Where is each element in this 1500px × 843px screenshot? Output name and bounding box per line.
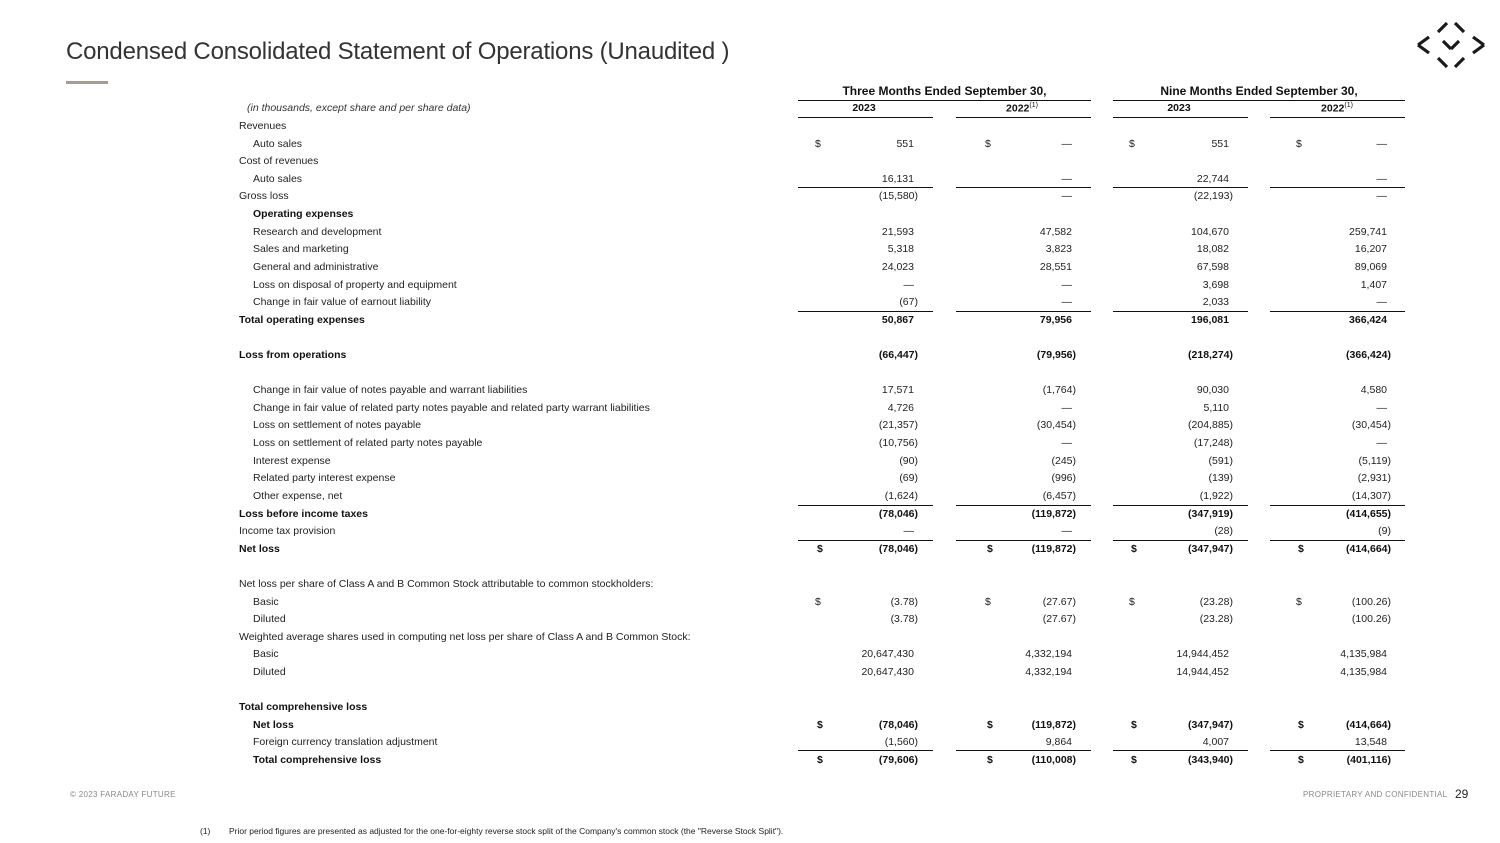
cell-value: 16,131 [881, 173, 914, 185]
currency-symbol: $ [1296, 596, 1302, 608]
cell-value: 20,647,430 [861, 648, 914, 660]
total-underline [1270, 311, 1405, 312]
total-underline [1113, 187, 1248, 188]
cell-value: (110,008) [1031, 754, 1076, 766]
currency-symbol: $ [1131, 719, 1137, 731]
cell-value: (3.78) [890, 613, 918, 625]
cell-value: — [1061, 138, 1072, 150]
cell-value: 90,030 [1196, 384, 1229, 396]
table-row [0, 472, 1500, 490]
cell-value: 89,069 [1354, 261, 1387, 273]
row-label: Revenues [239, 120, 287, 132]
row-label: Auto sales [253, 138, 303, 150]
row-label: Sales and marketing [253, 243, 349, 255]
cell-value: 24,023 [881, 261, 914, 273]
cell-value: (119,872) [1031, 719, 1076, 731]
cell-value: (1,922) [1199, 490, 1233, 502]
page-title: Condensed Consolidated Statement of Operations (Unaudited ) [66, 38, 730, 65]
subheader-rule [1113, 117, 1248, 118]
row-label: Auto sales [253, 173, 303, 185]
cell-value: (204,885) [1188, 419, 1233, 431]
currency-symbol: $ [987, 719, 993, 731]
cell-value: (245) [1051, 455, 1076, 467]
table-row [0, 419, 1500, 437]
cell-value: (1,560) [884, 736, 918, 748]
cell-value: (17,248) [1193, 437, 1233, 449]
cell-value: 16,207 [1354, 243, 1387, 255]
total-underline [1270, 505, 1405, 506]
currency-symbol: $ [817, 754, 823, 766]
table-row [0, 736, 1500, 754]
total-underline [798, 750, 933, 751]
table-row [0, 190, 1500, 208]
cell-value: 196,081 [1191, 314, 1229, 326]
row-label: Diluted [253, 613, 286, 625]
title-underline [66, 81, 108, 84]
cell-value: 18,082 [1196, 243, 1229, 255]
cell-value: (28) [1214, 525, 1233, 537]
cell-value: 22,744 [1196, 173, 1229, 185]
cell-value: 2,033 [1202, 296, 1229, 308]
cell-value: 259,741 [1349, 226, 1387, 238]
total-underline [956, 540, 1091, 541]
table-row [0, 120, 1500, 138]
cell-value: (347,947) [1188, 543, 1233, 555]
cell-value: 104,670 [1191, 226, 1229, 238]
row-label: Total operating expenses [239, 314, 365, 326]
cell-value: 4,580 [1360, 384, 1387, 396]
row-label: Change in fair value of related party notes payable and related party warrant liabilities [253, 402, 650, 414]
currency-symbol: $ [1296, 138, 1302, 150]
cell-value: — [1376, 173, 1387, 185]
currency-symbol: $ [817, 719, 823, 731]
table-row [0, 261, 1500, 279]
cell-value: 4,135,984 [1340, 666, 1387, 678]
cell-value: (69) [899, 472, 918, 484]
total-underline [1113, 505, 1248, 506]
cell-value: (414,664) [1346, 543, 1391, 555]
total-underline [1113, 311, 1248, 312]
cell-value: (3.78) [890, 596, 918, 608]
currency-symbol: $ [985, 138, 991, 150]
cell-value: (414,655) [1346, 508, 1391, 520]
currency-symbol: $ [815, 596, 821, 608]
cell-value: (347,919) [1188, 508, 1233, 520]
cell-value: (30,454) [1036, 419, 1076, 431]
table-row [0, 631, 1500, 649]
currency-symbol: $ [1131, 543, 1137, 555]
row-label: Interest expense [253, 455, 331, 467]
table-row [0, 543, 1500, 561]
table-row [0, 455, 1500, 473]
table-row [0, 578, 1500, 596]
cell-value: 4,332,194 [1025, 666, 1072, 678]
currency-symbol: $ [1298, 754, 1304, 766]
table-row [0, 226, 1500, 244]
footnote-number: (1) [200, 826, 211, 836]
cell-value: 14,944,452 [1176, 648, 1229, 660]
footnote-text: Prior period figures are presented as adjusted for the one-for-eighty reverse stock split of the Company's common stock (the "Reverse Stock Split"). [229, 826, 784, 836]
column-header: 2023 [1167, 102, 1191, 114]
row-label: Loss from operations [239, 349, 347, 361]
cell-value: (21,357) [878, 419, 918, 431]
row-label: Research and development [253, 226, 382, 238]
row-label: Weighted average shares used in computing net loss per share of Class A and B Common Stock: [239, 631, 691, 643]
cell-value: — [1061, 525, 1072, 537]
header-rule [798, 100, 1091, 101]
cell-value: (15,580) [878, 190, 918, 202]
row-label: Other expense, net [253, 490, 343, 502]
cell-value: (996) [1051, 472, 1076, 484]
currency-symbol: $ [987, 543, 993, 555]
currency-symbol: $ [1129, 596, 1135, 608]
row-label: Total comprehensive loss [239, 701, 368, 713]
table-row [0, 314, 1500, 332]
row-label: Change in fair value of notes payable and warrant liabilities [253, 384, 528, 396]
cell-value: 4,135,984 [1340, 648, 1387, 660]
cell-value: 551 [896, 138, 914, 150]
total-underline [1270, 187, 1405, 188]
cell-value: 21,593 [881, 226, 914, 238]
cell-value: (78,046) [878, 719, 918, 731]
cell-value: 13,548 [1354, 736, 1387, 748]
cell-value: — [1376, 138, 1387, 150]
cell-value: — [1376, 402, 1387, 414]
cell-value: 50,867 [881, 314, 914, 326]
cell-value: — [1061, 437, 1072, 449]
cell-value: 28,551 [1039, 261, 1072, 273]
cell-value: 5,318 [887, 243, 914, 255]
cell-value: (10,756) [878, 437, 918, 449]
total-underline [798, 540, 933, 541]
cell-value: — [1061, 279, 1072, 291]
cell-value: 551 [1211, 138, 1229, 150]
table-row [0, 155, 1500, 173]
row-label: Diluted [253, 666, 286, 678]
currency-symbol: $ [985, 596, 991, 608]
page-number: 29 [1455, 787, 1469, 801]
faraday-future-logo-icon [1416, 20, 1486, 70]
table-row [0, 437, 1500, 455]
cell-value: 1,407 [1360, 279, 1387, 291]
cell-value: — [1061, 173, 1072, 185]
cell-value: — [1061, 402, 1072, 414]
cell-value: (27.67) [1042, 613, 1076, 625]
total-underline [1113, 750, 1248, 751]
cell-value: 4,007 [1202, 736, 1229, 748]
total-underline [798, 311, 933, 312]
header-rule [1113, 100, 1405, 101]
subheader-rule [798, 117, 933, 118]
cell-value: (79,956) [1036, 349, 1076, 361]
total-underline [956, 311, 1091, 312]
table-row [0, 208, 1500, 226]
row-label: Basic [253, 648, 279, 660]
total-underline [956, 750, 1091, 751]
cell-value: (2,931) [1357, 472, 1391, 484]
cell-value: (67) [899, 296, 918, 308]
row-label: Basic [253, 596, 279, 608]
table-row [0, 648, 1500, 666]
subheader-rule [1270, 117, 1405, 118]
cell-value: (78,046) [878, 508, 918, 520]
cell-value: 3,823 [1045, 243, 1072, 255]
row-label: Related party interest expense [253, 472, 396, 484]
row-label: General and administrative [253, 261, 379, 273]
cell-value: 3,698 [1202, 279, 1229, 291]
total-underline [798, 187, 933, 188]
row-label: Cost of revenues [239, 155, 319, 167]
cell-value: (5,119) [1358, 455, 1391, 467]
cell-value: 79,956 [1039, 314, 1072, 326]
row-label: Income tax provision [239, 525, 336, 537]
cell-value: (414,664) [1346, 719, 1391, 731]
currency-symbol: $ [1298, 719, 1304, 731]
cell-value: — [1376, 190, 1387, 202]
cell-value: 9,864 [1045, 736, 1072, 748]
cell-value: (1,764) [1042, 384, 1076, 396]
cell-value: (30,454) [1351, 419, 1391, 431]
currency-symbol: $ [1129, 138, 1135, 150]
cell-value: — [1376, 296, 1387, 308]
column-header: 2022$^{(1)}$ [1321, 102, 1353, 115]
table-row [0, 243, 1500, 261]
cell-value: (78,046) [878, 543, 918, 555]
cell-value: (27.67) [1042, 596, 1076, 608]
cell-value: (347,947) [1188, 719, 1233, 731]
row-label: Net loss [253, 719, 294, 731]
cell-value: (79,606) [878, 754, 918, 766]
row-label: Total comprehensive loss [253, 754, 382, 766]
cell-value: (22,193) [1193, 190, 1233, 202]
cell-value: 5,110 [1203, 402, 1229, 414]
total-underline [1270, 750, 1405, 751]
cell-value: (100.26) [1351, 596, 1391, 608]
cell-value: (343,940) [1188, 754, 1233, 766]
cell-value: 17,571 [881, 384, 914, 396]
table-row [0, 279, 1500, 297]
table-row [0, 701, 1500, 719]
cell-value: (401,116) [1346, 754, 1391, 766]
row-label: Foreign currency translation adjustment [253, 736, 438, 748]
row-label: Net loss per share of Class A and B Common Stock attributable to common stockholders: [239, 578, 654, 590]
table-row [0, 173, 1500, 191]
cell-value: 4,332,194 [1025, 648, 1072, 660]
table-row [0, 384, 1500, 402]
cell-value: — [1376, 437, 1387, 449]
row-label: Net loss [239, 543, 280, 555]
confidential-label: PROPRIETARY AND CONFIDENTIAL [1303, 790, 1448, 799]
cell-value: (23.28) [1199, 613, 1233, 625]
cell-value: (66,447) [878, 349, 918, 361]
total-underline [798, 505, 933, 506]
column-header: 2022$^{(1)}$ [1006, 102, 1038, 115]
currency-symbol: $ [817, 543, 823, 555]
table-row [0, 666, 1500, 684]
cell-value: 4,726 [887, 402, 914, 414]
cell-value: (90) [899, 455, 918, 467]
total-underline [956, 187, 1091, 188]
cell-value: 47,582 [1039, 226, 1072, 238]
row-label: Change in fair value of earnout liability [253, 296, 432, 308]
row-label: Loss on settlement of related party notes payable [253, 437, 483, 449]
currency-symbol: $ [815, 138, 821, 150]
total-underline [956, 505, 1091, 506]
cell-value: (14,307) [1351, 490, 1391, 502]
cell-value: (23.28) [1199, 596, 1233, 608]
column-header: 2023 [852, 102, 876, 114]
cell-value: (9) [1378, 525, 1391, 537]
table-row [0, 596, 1500, 614]
cell-value: (591) [1208, 455, 1233, 467]
header-three-months: Three Months Ended September 30, [842, 84, 1047, 98]
cell-value: (119,872) [1031, 508, 1076, 520]
total-underline [1270, 540, 1405, 541]
table-row [0, 349, 1500, 367]
row-label: Loss before income taxes [239, 508, 368, 520]
table-row [0, 402, 1500, 420]
table-row [0, 138, 1500, 156]
total-underline [1113, 540, 1248, 541]
copyright: © 2023 FARADAY FUTURE [70, 790, 176, 799]
row-label: Loss on disposal of property and equipment [253, 279, 457, 291]
cell-value: 20,647,430 [861, 666, 914, 678]
cell-value: (218,274) [1188, 349, 1233, 361]
currency-symbol: $ [1131, 754, 1137, 766]
cell-value: 14,944,452 [1176, 666, 1229, 678]
cell-value: — [1061, 296, 1072, 308]
cell-value: — [1061, 190, 1072, 202]
cell-value: (119,872) [1031, 543, 1076, 555]
cell-value: 366,424 [1349, 314, 1387, 326]
row-label: Gross loss [239, 190, 289, 202]
currency-symbol: $ [1298, 543, 1304, 555]
table-row [0, 613, 1500, 631]
cell-value: (366,424) [1346, 349, 1391, 361]
units-caption: (in thousands, except share and per share data) [247, 102, 471, 114]
cell-value: (6,457) [1042, 490, 1076, 502]
cell-value: — [903, 525, 914, 537]
cell-value: (100.26) [1351, 613, 1391, 625]
table-row [0, 508, 1500, 526]
cell-value: 67,598 [1196, 261, 1229, 273]
header-nine-months: Nine Months Ended September 30, [1160, 84, 1358, 98]
subheader-rule [956, 117, 1091, 118]
cell-value: (1,624) [884, 490, 918, 502]
cell-value: (139) [1208, 472, 1233, 484]
table-row [0, 719, 1500, 737]
cell-value: — [903, 279, 914, 291]
row-label: Loss on settlement of notes payable [253, 419, 422, 431]
currency-symbol: $ [987, 754, 993, 766]
row-label: Operating expenses [253, 208, 354, 220]
table-row [0, 754, 1500, 772]
